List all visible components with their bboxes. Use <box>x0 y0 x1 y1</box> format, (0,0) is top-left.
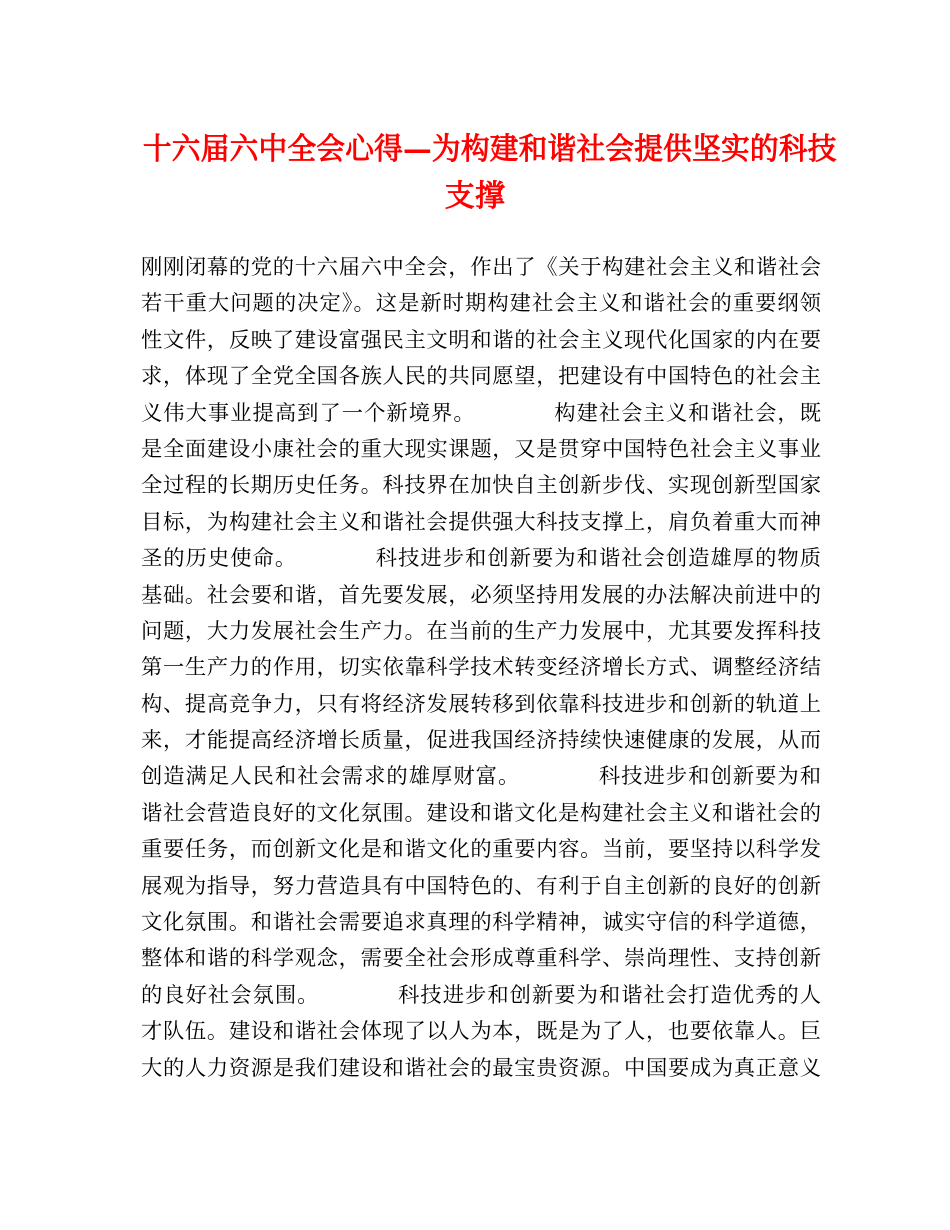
body-line: 基础。社会要和谐，首先要发展，必须坚持用发展的办法解决前进中的 <box>141 582 821 608</box>
body-line: 问题，大力发展社会生产力。在当前的生产力发展中，尤其要发挥科技 <box>141 618 821 644</box>
body-line: 创造满足人民和社会需求的雄厚财富。 科技进步和创新要为和 <box>141 764 821 790</box>
title-line: 支撑 <box>444 179 506 214</box>
body-line: 目标，为构建社会主义和谐社会提供强大科技支撑上，肩负着重大而神 <box>141 509 821 535</box>
body-line: 才队伍。建设和谐社会体现了以人为本，既是为了人，也要依靠人。巨 <box>141 1019 821 1045</box>
body-line: 的良好社会氛围。 科技进步和创新要为和谐社会打造优秀的人 <box>141 982 821 1008</box>
body-line: 求，体现了全党全国各族人民的共同愿望，把建设有中国特色的社会主 <box>141 364 821 390</box>
body-line: 重要任务，而创新文化是和谐文化的重要内容。当前，要坚持以科学发 <box>141 837 821 863</box>
body-line: 全过程的长期历史任务。科技界在加快自主创新步伐、实现创新型国家 <box>141 473 821 499</box>
body-line: 是全面建设小康社会的重大现实课题，又是贯穿中国特色社会主义事业 <box>141 436 821 462</box>
body-line: 来，才能提高经济增长质量，促进我国经济持续快速健康的发展，从而 <box>141 728 821 754</box>
document-body <box>141 250 821 1087</box>
body-line: 谐社会营造良好的文化氛围。建设和谐文化是构建社会主义和谐社会的 <box>141 800 821 826</box>
body-line: 刚刚闭幕的党的十六届六中全会，作出了《关于构建社会主义和谐社会 <box>141 255 821 280</box>
body-line: 展观为指导，努力营造具有中国特色的、有利于自主创新的良好的创新 <box>141 873 821 899</box>
body-line: 文化氛围。和谐社会需要追求真理的科学精神，诚实守信的科学道德， <box>141 910 821 936</box>
body-line: 大的人力资源是我们建设和谐社会的最宝贵资源。中国要成为真正意义 <box>141 1055 821 1081</box>
body-line: 义伟大事业提高到了一个新境界。 构建社会主义和谐社会，既 <box>141 400 821 426</box>
title-line: 十六届六中全会心得—为构建和谐社会提供坚实的科技 <box>142 132 837 167</box>
body-line: 若干重大问题的决定》。这是新时期构建社会主义和谐社会的重要纲领 <box>141 291 821 317</box>
document-title <box>128 126 837 220</box>
body-line: 构、提高竞争力，只有将经济发展转移到依靠科技进步和创新的轨道上 <box>141 691 821 717</box>
body-line: 性文件，反映了建设富强民主文明和谐的社会主义现代化国家的内在要 <box>141 327 821 353</box>
body-line: 整体和谐的科学观念，需要全社会形成尊重科学、崇尚理性、支持创新 <box>141 946 821 972</box>
body-line: 圣的历史使命。 科技进步和创新要为和谐社会创造雄厚的物质 <box>141 546 821 572</box>
body-line: 第一生产力的作用，切实依靠科学技术转变经济增长方式、调整经济结 <box>141 655 821 681</box>
